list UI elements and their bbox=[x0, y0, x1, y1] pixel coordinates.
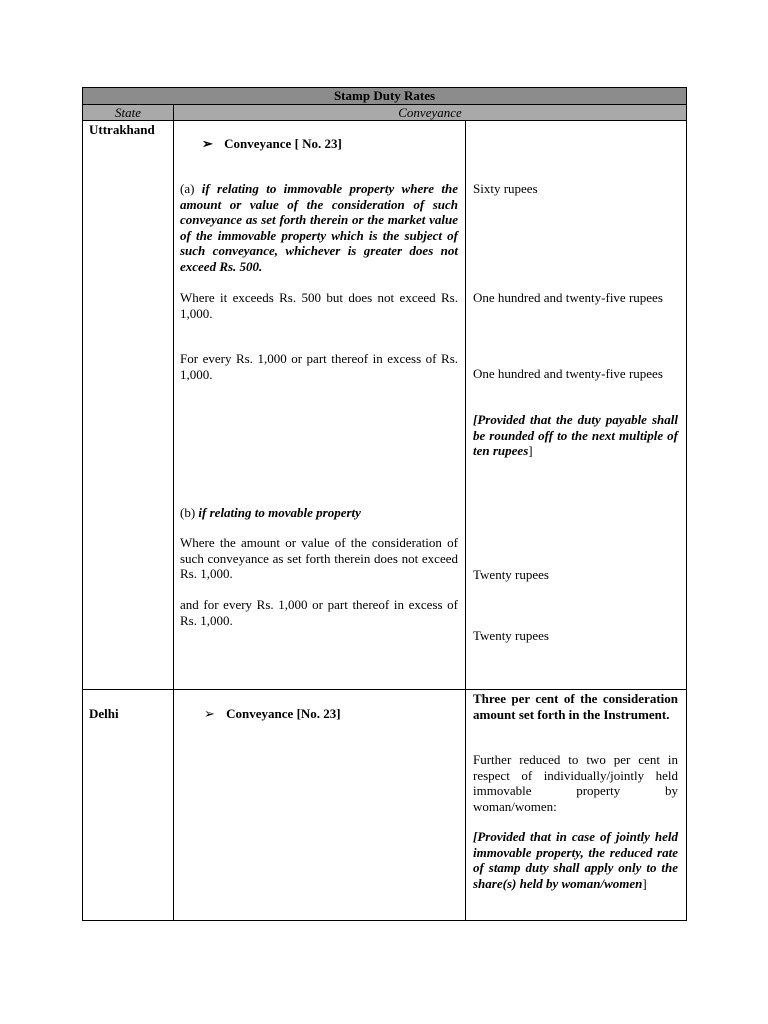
jointly-held-proviso bbox=[473, 829, 678, 891]
rate-movable-every-twenty: Twenty rupees bbox=[473, 628, 549, 643]
rounding-proviso-text: [Provided that the duty payable shall be rounded off to the next multiple of ten rupees bbox=[473, 412, 678, 458]
clause-a-immovable bbox=[180, 181, 458, 274]
rate-reduced-two-percent: Further reduced to two per cent in respect of individually/jointly held immovable property by woman/women: bbox=[473, 752, 678, 814]
clause-movable-every-1000: and for every Rs. 1,000 or part thereof in excess of Rs. 1,000. bbox=[180, 597, 458, 628]
rate-exceeds-500: One hundred and twenty-five rupees bbox=[473, 290, 663, 305]
clause-b-text: if relating to movable property bbox=[198, 505, 361, 520]
rounding-proviso-close: ] bbox=[528, 443, 533, 458]
state-cell-delhi bbox=[83, 690, 174, 921]
rate-every-1000: One hundred and twenty-five rupees bbox=[473, 366, 663, 381]
stamp-duty-table bbox=[82, 87, 687, 921]
rate-cell-uttrakhand bbox=[466, 121, 687, 690]
description-cell-uttrakhand bbox=[174, 121, 466, 690]
bullet-arrow-icon: ➢ bbox=[204, 706, 215, 721]
rate-three-percent: Three per cent of the consideration amount set forth in the Instrument. bbox=[473, 691, 678, 722]
column-header-conveyance: Conveyance bbox=[174, 105, 687, 121]
jointly-held-proviso-text: [Provided that in case of jointly held immovable property, the reduced rate of stamp duty shall apply only to the share(s) held by woman/women bbox=[473, 829, 678, 891]
clause-b-prefix: (b) bbox=[180, 505, 199, 520]
rate-cell-delhi bbox=[466, 690, 687, 921]
table-row-delhi bbox=[83, 690, 687, 921]
jointly-held-proviso-close: ] bbox=[642, 875, 647, 891]
rate-movable-twenty: Twenty rupees bbox=[473, 567, 549, 582]
clause-b-movable bbox=[180, 505, 458, 521]
table-row-uttrakhand bbox=[83, 121, 687, 690]
conveyance-heading-text: Conveyance [No. 23] bbox=[226, 706, 341, 721]
stamp-duty-table-page bbox=[82, 87, 686, 921]
conveyance-heading-text: Conveyance [ No. 23] bbox=[224, 136, 342, 151]
state-name-delhi: Delhi bbox=[89, 706, 119, 721]
clause-exceeds-500: Where it exceeds Rs. 500 but does not exceed Rs. 1,000. bbox=[180, 290, 458, 321]
conveyance-heading-uttrakhand bbox=[202, 136, 342, 152]
clause-a-prefix: (a) bbox=[180, 181, 202, 196]
state-cell-uttrakhand bbox=[83, 121, 174, 690]
clause-every-1000: For every Rs. 1,000 or part thereof in excess of Rs. 1,000. bbox=[180, 351, 458, 382]
clause-movable-not-exceed: Where the amount or value of the consideration of such conveyance as set forth therein does not exceed Rs. 1,000. bbox=[180, 535, 458, 581]
bullet-arrow-icon: ➢ bbox=[202, 136, 213, 151]
clause-a-text: if relating to immovable property where the amount or value of the consideration of such conveyance as set forth therein or the market value of the immovable property which is the subject of such conveyance, whichever is greater does not exceed Rs. 500. bbox=[180, 181, 458, 274]
state-name-uttrakhand: Uttrakhand bbox=[89, 122, 155, 137]
table-title: Stamp Duty Rates bbox=[83, 88, 687, 105]
conveyance-heading-delhi bbox=[204, 706, 341, 722]
column-header-state: State bbox=[83, 105, 174, 121]
rounding-proviso bbox=[473, 412, 678, 459]
description-cell-delhi bbox=[174, 690, 466, 921]
rate-sixty-rupees: Sixty rupees bbox=[473, 181, 538, 196]
